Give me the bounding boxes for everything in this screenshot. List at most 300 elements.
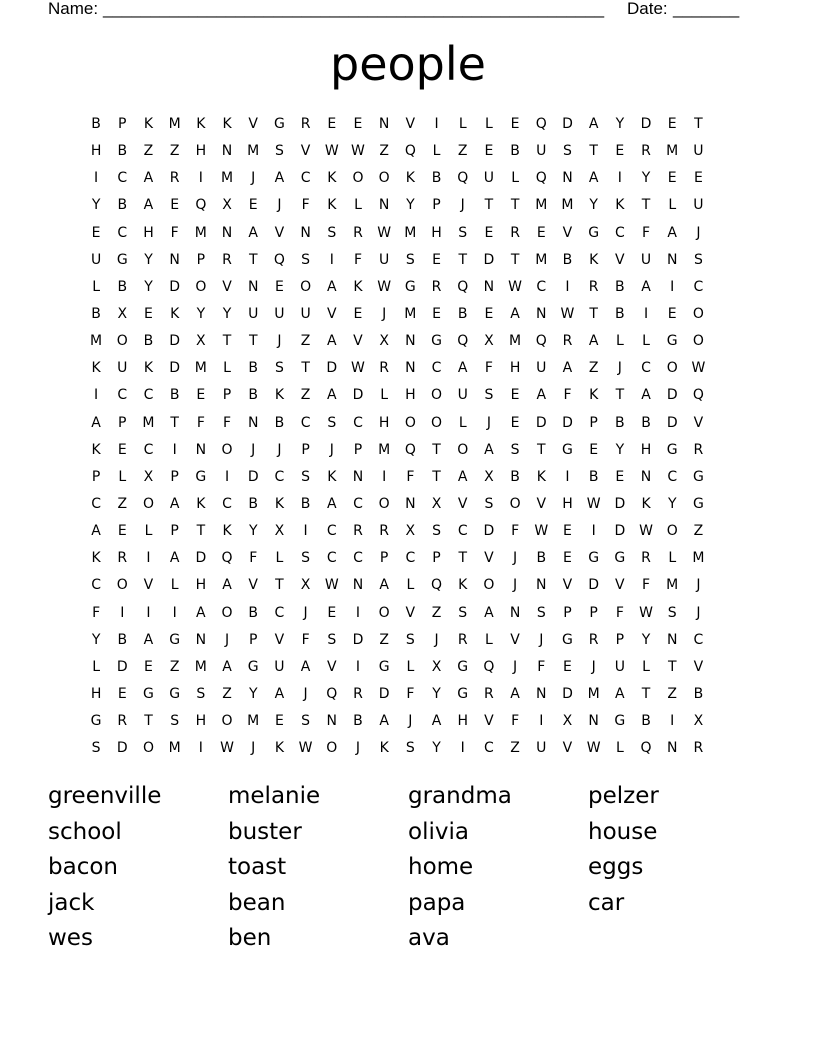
grid-letter[interactable]: L	[354, 197, 362, 214]
grid-letter[interactable]: Z	[117, 495, 128, 512]
grid-letter[interactable]: D	[614, 495, 626, 512]
grid-letter[interactable]: K	[143, 116, 154, 132]
grid-letter[interactable]: D	[562, 414, 573, 431]
grid-letter[interactable]: L	[380, 387, 389, 404]
grid-letter[interactable]: U	[248, 305, 259, 322]
grid-letter[interactable]: A	[510, 305, 520, 322]
grid-letter[interactable]: Q	[431, 577, 443, 594]
grid-letter[interactable]: T	[275, 577, 284, 594]
grid-letter[interactable]: U	[693, 143, 704, 160]
grid-letter[interactable]: G	[666, 333, 678, 350]
grid-letter[interactable]: Y	[615, 441, 625, 458]
grid-letter[interactable]: M	[587, 685, 600, 702]
grid-letter[interactable]: O	[483, 577, 495, 594]
grid-letter[interactable]: M	[404, 305, 417, 322]
grid-letter[interactable]: F	[406, 685, 415, 702]
grid-letter[interactable]: A	[196, 604, 206, 621]
grid-letter[interactable]: N	[247, 414, 259, 431]
grid-letter[interactable]: O	[692, 305, 704, 322]
grid-letter[interactable]: A	[91, 523, 101, 540]
grid-letter[interactable]: S	[301, 251, 311, 268]
grid-letter[interactable]: K	[327, 197, 337, 214]
grid-letter[interactable]: E	[91, 224, 101, 241]
grid-letter[interactable]: T	[667, 658, 677, 675]
grid-letter[interactable]: V	[326, 305, 337, 322]
grid-letter[interactable]: Y	[641, 170, 651, 187]
grid-letter[interactable]: E	[432, 305, 441, 322]
grid-letter[interactable]: A	[274, 170, 285, 187]
grid-letter[interactable]: F	[511, 713, 520, 730]
grid-letter[interactable]: J	[486, 414, 491, 431]
grid-letter[interactable]: L	[406, 577, 415, 594]
grid-letter[interactable]: M	[194, 658, 207, 675]
grid-letter[interactable]: H	[457, 713, 468, 730]
grid-letter[interactable]: B	[117, 197, 128, 214]
grid-letter[interactable]: A	[326, 387, 337, 404]
grid-letter[interactable]: E	[144, 305, 153, 322]
grid-letter[interactable]: K	[91, 550, 101, 567]
grid-letter[interactable]: P	[589, 414, 598, 431]
grid-letter[interactable]: C	[143, 387, 154, 404]
grid-letter[interactable]: F	[249, 550, 258, 567]
grid-letter[interactable]: M	[535, 197, 548, 214]
grid-letter[interactable]: R	[353, 224, 363, 241]
grid-letter[interactable]: O	[116, 577, 128, 594]
grid-letter[interactable]: D	[562, 685, 573, 702]
grid-letter[interactable]: A	[379, 713, 389, 730]
grid-letter[interactable]: C	[353, 495, 363, 512]
grid-letter[interactable]: Y	[248, 523, 258, 540]
grid-letter[interactable]: M	[666, 143, 679, 160]
grid-letter[interactable]: C	[431, 360, 442, 377]
grid-letter[interactable]: L	[458, 116, 467, 132]
grid-letter[interactable]: H	[90, 143, 102, 160]
grid-letter[interactable]: A	[169, 495, 180, 512]
grid-letter[interactable]: Y	[196, 305, 206, 322]
grid-letter[interactable]: A	[326, 495, 337, 512]
grid-letter[interactable]: W	[639, 523, 653, 540]
grid-letter[interactable]: P	[301, 441, 310, 458]
grid-letter[interactable]: X	[405, 523, 416, 540]
grid-letter[interactable]: G	[195, 468, 207, 485]
grid-letter[interactable]: O	[378, 604, 390, 621]
grid-letter[interactable]: Z	[169, 143, 180, 160]
grid-letter[interactable]: Z	[143, 143, 154, 160]
grid-letter[interactable]: B	[248, 387, 259, 404]
grid-letter[interactable]: G	[116, 251, 128, 268]
grid-letter[interactable]: G	[169, 631, 181, 648]
grid-letter[interactable]: O	[221, 713, 233, 730]
grid-letter[interactable]: C	[641, 360, 651, 377]
grid-letter[interactable]: I	[355, 658, 361, 675]
grid-letter[interactable]: L	[458, 414, 467, 431]
grid-letter[interactable]: B	[248, 604, 259, 621]
grid-letter[interactable]: M	[378, 441, 391, 458]
grid-letter[interactable]: V	[248, 116, 258, 132]
grid-letter[interactable]: B	[457, 305, 468, 322]
grid-letter[interactable]: K	[274, 740, 284, 757]
grid-letter[interactable]: I	[172, 441, 177, 458]
grid-letter[interactable]: G	[666, 441, 678, 458]
grid-letter[interactable]: C	[300, 414, 311, 431]
grid-letter[interactable]: N	[640, 468, 652, 485]
grid-letter[interactable]: C	[274, 604, 285, 621]
grid-letter[interactable]: E	[353, 305, 363, 322]
grid-letter[interactable]: X	[431, 495, 442, 512]
grid-letter[interactable]: B	[353, 713, 363, 730]
grid-letter[interactable]: B	[169, 387, 180, 404]
grid-letter[interactable]: S	[301, 550, 311, 567]
grid-letter[interactable]: Z	[431, 604, 442, 621]
grid-letter[interactable]: P	[170, 523, 179, 540]
grid-letter[interactable]: P	[196, 251, 206, 268]
grid-letter[interactable]: R	[117, 550, 128, 567]
grid-letter[interactable]: D	[116, 658, 128, 675]
grid-letter[interactable]: K	[405, 170, 415, 187]
grid-letter[interactable]: N	[195, 441, 207, 458]
grid-letter[interactable]: W	[508, 278, 523, 295]
grid-letter[interactable]: S	[274, 360, 284, 377]
grid-letter[interactable]: B	[510, 143, 520, 160]
grid-letter[interactable]: D	[378, 685, 390, 702]
grid-letter[interactable]: A	[326, 278, 337, 295]
grid-letter[interactable]: I	[434, 116, 439, 132]
grid-letter[interactable]: Y	[589, 197, 598, 214]
grid-letter[interactable]: B	[248, 495, 259, 512]
grid-letter[interactable]: I	[355, 604, 361, 621]
grid-letter[interactable]: B	[510, 468, 520, 485]
grid-letter[interactable]: O	[142, 495, 154, 512]
grid-letter[interactable]: O	[300, 278, 312, 295]
grid-letter[interactable]: R	[353, 523, 363, 540]
grid-letter[interactable]: S	[563, 143, 572, 160]
grid-letter[interactable]: A	[143, 631, 154, 648]
grid-letter[interactable]: E	[589, 441, 599, 458]
grid-letter[interactable]: G	[169, 685, 181, 702]
grid-letter[interactable]: R	[693, 740, 704, 757]
grid-letter[interactable]: A	[248, 224, 258, 241]
grid-letter[interactable]: O	[326, 740, 338, 757]
grid-letter[interactable]: R	[588, 278, 599, 295]
grid-letter[interactable]: K	[196, 116, 206, 132]
grid-letter[interactable]: C	[457, 523, 468, 540]
grid-letter[interactable]: E	[117, 523, 127, 540]
grid-letter[interactable]: D	[535, 414, 547, 431]
grid-letter[interactable]: N	[221, 143, 233, 160]
grid-letter[interactable]: S	[405, 251, 415, 268]
grid-letter[interactable]: J	[696, 604, 701, 621]
grid-letter[interactable]: N	[536, 685, 547, 702]
grid-letter[interactable]: J	[329, 441, 334, 458]
grid-letter[interactable]: M	[220, 170, 234, 187]
grid-letter[interactable]: K	[222, 523, 232, 540]
grid-letter[interactable]: B	[248, 360, 259, 377]
grid-letter[interactable]: O	[378, 495, 390, 512]
grid-letter[interactable]: U	[614, 658, 625, 675]
grid-letter[interactable]: D	[247, 468, 259, 485]
grid-letter[interactable]: Q	[221, 550, 233, 567]
grid-letter[interactable]: I	[591, 523, 596, 540]
grid-letter[interactable]: A	[222, 658, 232, 675]
grid-letter[interactable]: Q	[535, 333, 547, 350]
grid-letter[interactable]: A	[143, 170, 154, 187]
grid-letter[interactable]: B	[431, 170, 442, 187]
grid-letter[interactable]: I	[198, 170, 203, 187]
grid-letter[interactable]: G	[457, 685, 469, 702]
grid-letter[interactable]: A	[169, 550, 180, 567]
grid-letter[interactable]: P	[353, 441, 363, 458]
grid-letter[interactable]: R	[641, 550, 651, 567]
grid-letter[interactable]: C	[274, 468, 285, 485]
grid-letter[interactable]: Y	[432, 685, 441, 702]
grid-letter[interactable]: V	[484, 713, 494, 730]
grid-letter[interactable]: K	[615, 197, 625, 214]
grid-letter[interactable]: V	[274, 224, 285, 241]
grid-letter[interactable]: V	[536, 495, 547, 512]
grid-letter[interactable]: K	[641, 495, 651, 512]
grid-letter[interactable]: Q	[640, 740, 652, 757]
grid-letter[interactable]: G	[143, 685, 154, 702]
grid-letter[interactable]: U	[300, 305, 311, 322]
grid-letter[interactable]: V	[484, 550, 494, 567]
grid-letter[interactable]: O	[195, 278, 207, 295]
grid-letter[interactable]: A	[588, 116, 599, 132]
grid-letter[interactable]: N	[666, 631, 678, 648]
grid-letter[interactable]: Y	[91, 197, 101, 214]
grid-letter[interactable]: V	[326, 658, 337, 675]
grid-letter[interactable]: S	[693, 251, 703, 268]
grid-letter[interactable]: L	[642, 658, 650, 675]
grid-letter[interactable]: C	[693, 631, 704, 648]
grid-letter[interactable]: G	[247, 658, 259, 675]
grid-letter[interactable]: S	[405, 740, 415, 757]
grid-letter[interactable]: S	[458, 224, 468, 241]
grid-letter[interactable]: B	[562, 251, 573, 268]
grid-letter[interactable]: T	[458, 251, 467, 268]
grid-letter[interactable]: X	[484, 333, 494, 350]
grid-letter[interactable]: U	[483, 170, 495, 187]
grid-letter[interactable]: F	[406, 468, 415, 485]
grid-letter[interactable]: A	[431, 713, 442, 730]
grid-letter[interactable]: G	[614, 550, 626, 567]
grid-letter[interactable]: N	[247, 278, 259, 295]
grid-letter[interactable]: K	[327, 468, 337, 485]
grid-letter[interactable]: F	[196, 414, 205, 431]
grid-letter[interactable]: J	[617, 360, 622, 377]
grid-letter[interactable]: J	[277, 333, 282, 350]
grid-letter[interactable]: Q	[457, 333, 469, 350]
grid-letter[interactable]: K	[170, 305, 180, 322]
grid-letter[interactable]: M	[666, 577, 679, 594]
grid-letter[interactable]: J	[513, 577, 518, 594]
grid-letter[interactable]: C	[222, 495, 232, 512]
grid-letter[interactable]: C	[614, 224, 625, 241]
grid-letter[interactable]: N	[378, 116, 390, 132]
grid-letter[interactable]: P	[563, 604, 572, 621]
grid-letter[interactable]: V	[457, 495, 468, 512]
grid-letter[interactable]: I	[94, 170, 99, 187]
grid-letter[interactable]: S	[274, 143, 284, 160]
grid-letter[interactable]: Z	[300, 387, 311, 404]
grid-letter[interactable]: E	[484, 305, 494, 322]
grid-letter[interactable]: E	[144, 658, 153, 675]
grid-letter[interactable]: T	[589, 143, 598, 160]
grid-letter[interactable]: F	[301, 631, 310, 648]
grid-letter[interactable]: M	[142, 414, 155, 431]
grid-letter[interactable]: N	[195, 631, 207, 648]
grid-letter[interactable]: A	[510, 685, 520, 702]
grid-letter[interactable]: B	[274, 414, 285, 431]
grid-letter[interactable]: V	[693, 658, 704, 675]
grid-letter[interactable]: H	[509, 360, 521, 377]
grid-letter[interactable]: M	[194, 360, 207, 377]
grid-letter[interactable]: Z	[667, 685, 678, 702]
grid-letter[interactable]: N	[666, 251, 678, 268]
grid-letter[interactable]: Q	[326, 685, 338, 702]
grid-letter[interactable]: S	[458, 604, 468, 621]
grid-letter[interactable]: W	[324, 577, 339, 594]
grid-letter[interactable]: I	[172, 604, 177, 621]
grid-letter[interactable]: O	[142, 740, 154, 757]
grid-letter[interactable]: I	[617, 170, 622, 187]
grid-letter[interactable]: E	[274, 278, 284, 295]
grid-letter[interactable]: K	[91, 360, 101, 377]
grid-letter[interactable]: T	[510, 197, 520, 214]
grid-letter[interactable]: Q	[457, 170, 469, 187]
grid-letter[interactable]: S	[301, 713, 311, 730]
grid-letter[interactable]: N	[405, 333, 416, 350]
grid-letter[interactable]: U	[536, 740, 547, 757]
grid-letter[interactable]: J	[355, 740, 361, 757]
grid-letter[interactable]: J	[460, 197, 465, 214]
grid-letter[interactable]: G	[562, 631, 573, 648]
grid-letter[interactable]: C	[143, 441, 154, 458]
grid-letter[interactable]: I	[120, 604, 125, 621]
grid-letter[interactable]: R	[353, 685, 363, 702]
grid-letter[interactable]: T	[248, 333, 258, 350]
grid-letter[interactable]: E	[484, 224, 494, 241]
grid-letter[interactable]: E	[196, 387, 206, 404]
grid-letter[interactable]: E	[274, 713, 284, 730]
grid-letter[interactable]: I	[198, 740, 203, 757]
grid-letter[interactable]: X	[484, 468, 494, 485]
grid-letter[interactable]: W	[377, 278, 392, 295]
grid-letter[interactable]: P	[222, 387, 232, 404]
grid-letter[interactable]: I	[146, 604, 151, 621]
grid-letter[interactable]: K	[589, 251, 599, 268]
name-blank-line[interactable]: _____________________________________________________	[103, 0, 605, 18]
grid-letter[interactable]: X	[274, 523, 285, 540]
grid-letter[interactable]: G	[457, 658, 469, 675]
grid-letter[interactable]: V	[562, 740, 573, 757]
grid-letter[interactable]: A	[143, 197, 154, 214]
grid-letter[interactable]: C	[326, 523, 337, 540]
grid-letter[interactable]: D	[666, 387, 678, 404]
grid-letter[interactable]: L	[511, 170, 519, 187]
grid-letter[interactable]: O	[509, 495, 521, 512]
grid-letter[interactable]: T	[537, 441, 546, 458]
grid-letter[interactable]: X	[379, 333, 389, 350]
grid-letter[interactable]: I	[146, 550, 151, 567]
grid-letter[interactable]: C	[91, 577, 101, 594]
grid-letter[interactable]: N	[405, 495, 416, 512]
grid-letter[interactable]: Q	[404, 441, 416, 458]
grid-letter[interactable]: D	[483, 251, 495, 268]
grid-letter[interactable]: Q	[535, 170, 547, 187]
grid-letter[interactable]: G	[692, 495, 704, 512]
grid-letter[interactable]: Q	[404, 143, 416, 160]
grid-letter[interactable]: L	[485, 116, 493, 132]
grid-letter[interactable]: J	[251, 441, 256, 458]
grid-letter[interactable]: G	[431, 333, 442, 350]
grid-letter[interactable]: O	[666, 523, 678, 540]
grid-letter[interactable]: Y	[667, 495, 677, 512]
grid-letter[interactable]: R	[693, 441, 704, 458]
grid-letter[interactable]: D	[562, 116, 573, 132]
grid-letter[interactable]: E	[327, 604, 337, 621]
grid-letter[interactable]: F	[484, 360, 493, 377]
grid-letter[interactable]: L	[642, 333, 650, 350]
grid-letter[interactable]: E	[667, 116, 677, 132]
grid-letter[interactable]: V	[300, 143, 311, 160]
grid-letter[interactable]: F	[642, 577, 651, 594]
grid-letter[interactable]: F	[511, 523, 520, 540]
grid-letter[interactable]: M	[194, 224, 207, 241]
grid-letter[interactable]: K	[589, 387, 599, 404]
grid-letter[interactable]: J	[539, 631, 544, 648]
grid-letter[interactable]: T	[222, 333, 232, 350]
grid-letter[interactable]: V	[405, 604, 416, 621]
grid-letter[interactable]: L	[223, 360, 231, 377]
grid-letter[interactable]: B	[91, 116, 101, 132]
grid-letter[interactable]: A	[615, 685, 625, 702]
grid-letter[interactable]: E	[117, 441, 127, 458]
grid-letter[interactable]: H	[195, 713, 207, 730]
grid-letter[interactable]: J	[696, 224, 701, 241]
grid-letter[interactable]: S	[432, 523, 441, 540]
grid-letter[interactable]: W	[220, 740, 234, 757]
grid-letter[interactable]: M	[90, 333, 103, 350]
grid-letter[interactable]: W	[351, 143, 365, 160]
grid-letter[interactable]: Q	[457, 278, 469, 295]
grid-letter[interactable]: J	[277, 197, 282, 214]
grid-letter[interactable]: A	[641, 278, 651, 295]
grid-letter[interactable]: Z	[222, 685, 232, 702]
grid-letter[interactable]: L	[170, 577, 179, 594]
grid-letter[interactable]: I	[460, 740, 465, 757]
grid-letter[interactable]: N	[378, 197, 390, 214]
grid-letter[interactable]: N	[536, 305, 547, 322]
grid-letter[interactable]: E	[615, 468, 625, 485]
grid-letter[interactable]: O	[431, 387, 443, 404]
grid-letter[interactable]: N	[352, 468, 364, 485]
grid-letter[interactable]: A	[588, 170, 599, 187]
grid-letter[interactable]: B	[117, 631, 128, 648]
grid-letter[interactable]: J	[251, 740, 256, 757]
grid-letter[interactable]: R	[379, 523, 390, 540]
grid-letter[interactable]: O	[352, 170, 364, 187]
grid-letter[interactable]: K	[274, 495, 284, 512]
grid-letter[interactable]: J	[224, 631, 230, 648]
grid-letter[interactable]: W	[560, 305, 575, 322]
grid-letter[interactable]: V	[248, 577, 258, 594]
grid-letter[interactable]: Z	[510, 740, 520, 757]
grid-letter[interactable]: J	[303, 685, 308, 702]
grid-letter[interactable]: T	[432, 468, 441, 485]
grid-letter[interactable]: P	[91, 468, 101, 485]
grid-letter[interactable]: S	[484, 387, 494, 404]
grid-letter[interactable]: T	[589, 305, 598, 322]
